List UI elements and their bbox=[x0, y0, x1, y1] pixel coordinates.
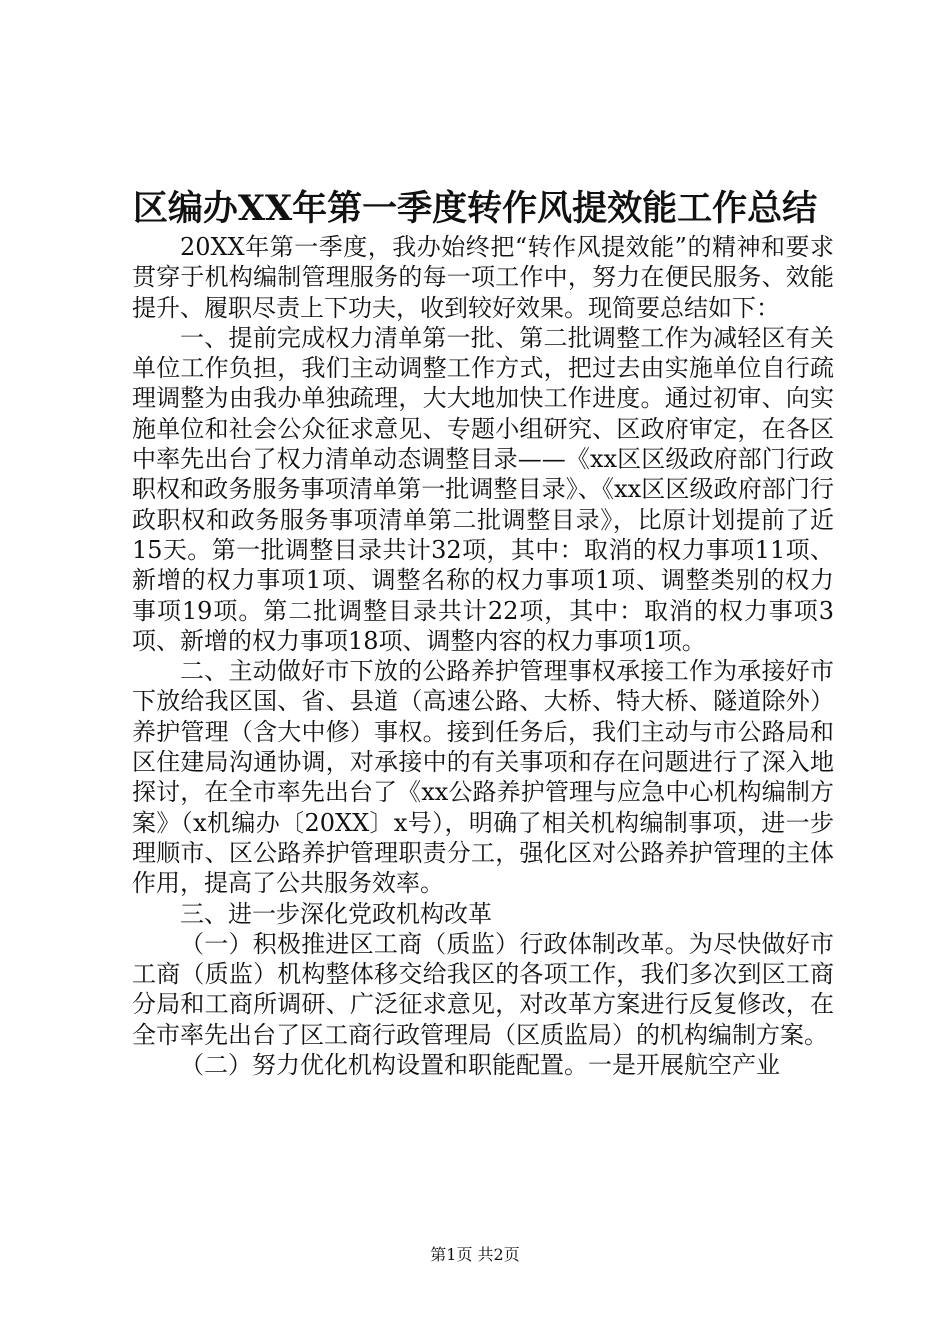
paragraph-section-2: 二、主动做好市下放的公路养护管理事权承接工作为承接好市下放给我区国、省、县道（高速公路、大桥、特大桥、隧道除外）养护管理（含大中修）事权。接到任务后，我们主动与市公路局和区住建局沟通协调，对承接中的有关事项和存在问题进行了深入地探讨，在全市率先出台了《xx公路养护管理与应急中心机构编制方案》（x机编办〔20XX〕x号），明确了相关机构编制事项，进一步理顺市、区公路养护管理职责分工，强化区对公路养护管理的主体作用，提高了公共服务效率。 bbox=[132, 657, 834, 898]
paragraph-intro: 20XX年第一季度，我办始终把“转作风提效能”的精神和要求贯穿于机构编制管理服务的每一项工作中，努力在便民服务、效能提升、履职尽责上下功夫，收到较好效果。现简要总结如下： bbox=[132, 233, 834, 322]
page-number-footer: 第1页 共2页 bbox=[430, 1245, 520, 1264]
paragraph-section-3-2: （二）努力优化机构设置和职能配置。一是开展航空产业 bbox=[180, 1051, 780, 1080]
paragraph-section-3-heading: 三、进一步深化党政机构改革 bbox=[180, 899, 492, 928]
document-body bbox=[132, 232, 834, 1080]
paragraph-section-3-1: （一）积极推进区工商（质监）行政体制改革。为尽快做好市工商（质监）机构整体移交给我区的各项工作，我们多次到区工商分局和工商所调研、广泛征求意见，对改革方案进行反复修改，在全市率先出台了区工商行政管理局（区质监局）的机构编制方案。 bbox=[132, 929, 834, 1049]
paragraph-section-1: 一、提前完成权力清单第一批、第二批调整工作为减轻区有关单位工作负担，我们主动调整工作方式，把过去由实施单位自行疏理调整为由我办单独疏理，大大地加快工作进度。通过初审、向实施单位和社会公众征求意见、专题小组研究、区政府审定，在各区中率先出台了权力清单动态调整目录——《xx区区级政府部门行政职权和政务服务事项清单第一批调整目录》、《xx区区级政府部门行政职权和政务服务事项清单第二批调整目录》，比原计划提前了近15天。第一批调整目录共计32项，其中：取消的权力事项11项、新增的权力事项1项、调整名称的权力事项1项、调整类别的权力事项19项。第二批调整目录共计22项，其中：取消的权力事项3项、新增的权力事项18项、调整内容的权力事项1项。 bbox=[132, 323, 834, 655]
document-title: 区编办XX年第一季度转作风提效能工作总结 bbox=[132, 188, 818, 229]
